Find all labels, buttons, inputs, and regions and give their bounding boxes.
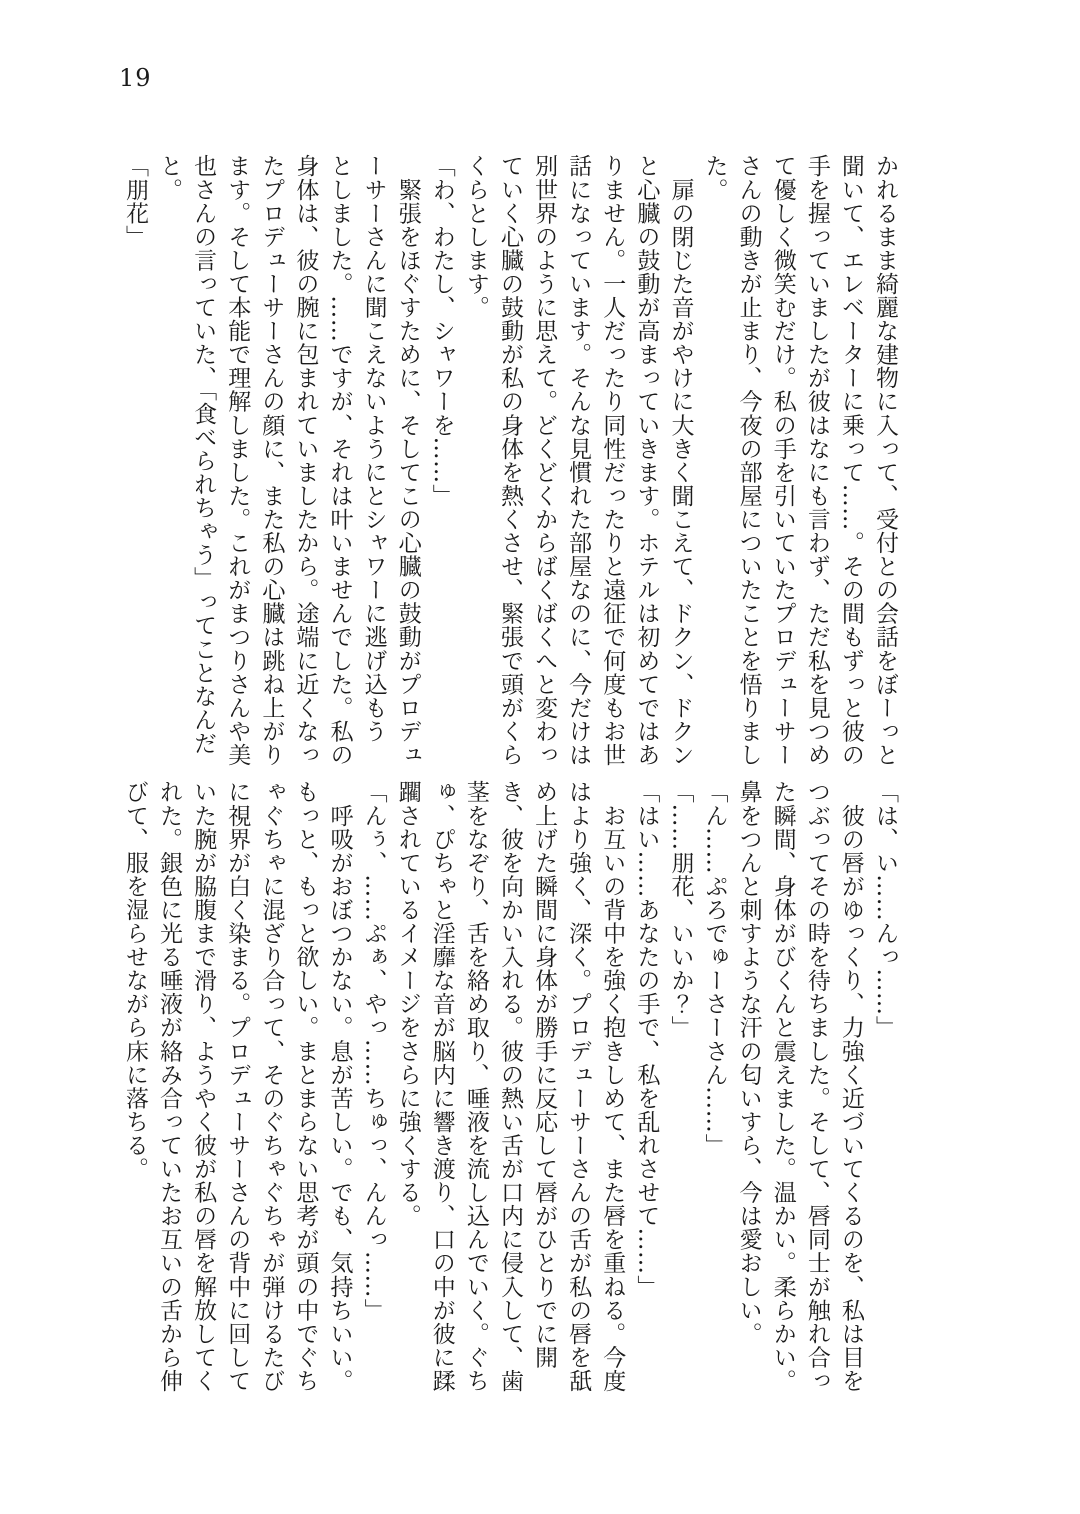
text-column: 「朋花」: [121, 154, 148, 249]
text-column: 緊張をほぐすために、そしてこの心臓の鼓動がプロデュ: [394, 154, 421, 767]
text-column: 茎をなぞり、舌を絡め取り、唾液を流し込んでいく。ぐち: [462, 780, 489, 1393]
text-column: 手を握っていましたが彼はなにも言わず、ただ私を見つめ: [803, 154, 830, 767]
text-column: 「はい……あなたの手で、私を乱れさせて……」: [633, 780, 660, 1299]
text-column: はより強く、深く。プロデューサーさんの舌が私の唇を舐: [565, 780, 592, 1393]
text-column: 聞いて、エレベーターに乗って……。その間もずっと彼の: [837, 154, 864, 767]
text-column: ゅ、ぴちゃと淫靡な音が脳内に響き渡り、口の中が彼に蹂: [428, 780, 455, 1393]
text-column: ーサーさんに聞こえないようにとシャワーに逃げ込もう: [360, 154, 387, 743]
text-column: め上げた瞬間に身体が勝手に反応して唇がひとりでに開: [531, 780, 558, 1369]
text-column: 呼吸がおぼつかない。息が苦しい。でも、気持ちいい。: [326, 780, 353, 1393]
text-column: 「んぅ、……ぷぁ、やっ……ちゅっ、んんっ……」: [360, 780, 387, 1322]
text-column: たプロデューサーさんの顔に、また私の心臓は跳ね上がり: [258, 154, 285, 767]
text-column: れた。銀色に光る唾液が絡み合っていたお互いの舌から伸: [156, 780, 183, 1393]
text-column: ます。そして本能で理解しました。これがまつりさんや美: [224, 154, 251, 767]
text-column: ていく心臓の鼓動が私の身体を熱くさせ、緊張で頭がくら: [496, 154, 523, 767]
text-column: た。: [701, 154, 728, 202]
text-column: 「ん……ぷろでゅーさーさん……」: [701, 780, 728, 1157]
text-column: さんの動きが止まり、今夜の部屋についたことを悟りまし: [735, 154, 762, 767]
text-column: た瞬間、身体がびくんと震えました。温かい。柔らかい。: [769, 780, 796, 1393]
text-column: に視界が白く染まる。プロデューサーさんの背中に回して: [224, 780, 251, 1393]
text-column: 也さんの言っていた、「食べられちゃう」ってことなんだ: [190, 154, 217, 755]
text-column: つぶってその時を待ちました。そして、唇同士が触れ合っ: [803, 780, 830, 1393]
text-column: いた腕が脇腹まで滑り、ようやく彼が私の唇を解放してく: [190, 780, 217, 1393]
text-column: くらとします。: [462, 154, 489, 319]
text-column: もっと、もっと欲しい。まとまらない思考が頭の中でぐち: [292, 780, 319, 1393]
text-column: と心臓の鼓動が高まっていきます。ホテルは初めてではあ: [633, 154, 660, 767]
text-column: 躙されているイメージをさらに強くする。: [394, 780, 421, 1228]
page-number: 19: [119, 64, 152, 92]
text-column: と。: [156, 154, 183, 202]
text-column: びて、服を湿らせながら床に落ちる。: [121, 780, 148, 1181]
text-column: て優しく微笑むだけ。私の手を引いていたプロデューサー: [769, 154, 796, 767]
text-column: 話になっています。そんな見慣れた部屋なのに、今だけは: [565, 154, 592, 767]
text-column: 身体は、彼の腕に包まれていましたから。途端に近くなっ: [292, 154, 319, 767]
text-column: としました。……ですが、それは叶いませんでした。私の: [326, 154, 353, 767]
text-column: 鼻をつんと刺すような汗の匂いすら、今は愛おしい。: [735, 780, 762, 1346]
text-column: りません。一人だったり同性だったりと遠征で何度もお世: [599, 154, 626, 767]
text-column: 彼の唇がゆっくり、力強く近づいてくるのを、私は目を: [837, 780, 864, 1393]
text-column: き、彼を向かい入れる。彼の熱い舌が口内に侵入して、歯: [496, 780, 523, 1393]
text-block-top: [116, 154, 902, 772]
text-column: 「……朋花、いいか？」: [667, 780, 694, 1040]
text-column: 別世界のように思えて。どくどくからばくばくへと変わっ: [531, 154, 558, 767]
text-column: 扉の閉じた音がやけに大きく聞こえて、ドクン、ドクン: [667, 154, 694, 767]
text-column: かれるまま綺麗な建物に入って、受付との会話をぼーっと: [872, 154, 898, 767]
text-column: お互いの背中を強く抱きしめて、また唇を重ねる。今度: [599, 780, 626, 1393]
text-column: 「わ、わたし、シャワーを……」: [428, 154, 455, 508]
text-block-bottom: [116, 780, 902, 1402]
text-column: ゃぐちゃに混ざり合って、そのぐちゃぐちゃが弾けるたび: [258, 780, 285, 1393]
text-column: 「は、い……んっ……」: [872, 780, 898, 1040]
